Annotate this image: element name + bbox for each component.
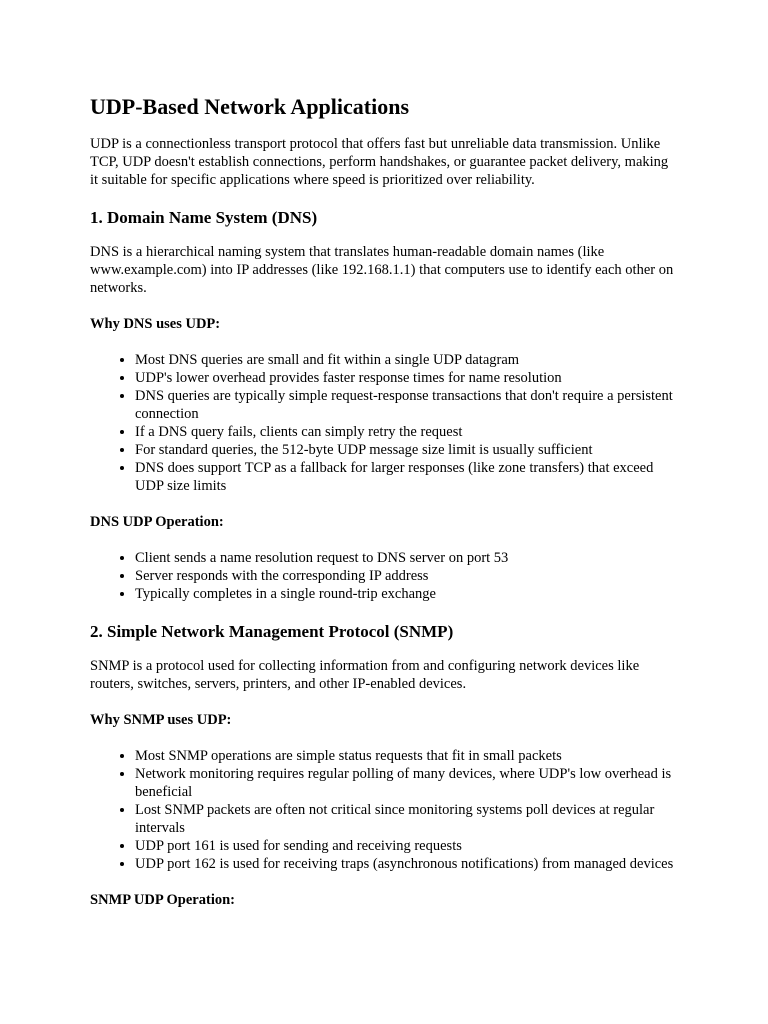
list-item: • Server responds with the corresponding IP address bbox=[135, 567, 678, 585]
dns-why-list bbox=[90, 351, 678, 495]
list-item: • Lost SNMP packets are often not critical since monitoring systems poll devices at regular intervals bbox=[135, 801, 678, 837]
list-item: • UDP's lower overhead provides faster response times for name resolution bbox=[135, 369, 678, 387]
list-item: • Typically completes in a single round-trip exchange bbox=[135, 585, 678, 603]
snmp-heading: 2. Simple Network Management Protocol (SNMP) bbox=[90, 622, 454, 641]
dns-description: DNS is a hierarchical naming system that translates human-readable domain names (like www.example.com) into IP addresses (like 192.168.1.1) that computers use to identify each other on networks. bbox=[90, 244, 674, 296]
list-item: • For standard queries, the 512-byte UDP message size limit is usually sufficient bbox=[135, 441, 678, 459]
dns-operation-heading: DNS UDP Operation: bbox=[90, 514, 224, 530]
dns-why-heading: Why DNS uses UDP: bbox=[90, 316, 221, 332]
list-item: • If a DNS query fails, clients can simply retry the request bbox=[135, 423, 678, 441]
list-item: • DNS does support TCP as a fallback for larger responses (like zone transfers) that exceed UDP size limits bbox=[135, 459, 678, 495]
list-item: • UDP port 161 is used for sending and receiving requests bbox=[135, 837, 678, 855]
page-title: UDP-Based Network Applications bbox=[90, 94, 410, 119]
dns-operation-list bbox=[90, 549, 678, 603]
list-item: • Client sends a name resolution request to DNS server on port 53 bbox=[135, 549, 678, 567]
list-item: • Most SNMP operations are simple status requests that fit in small packets bbox=[135, 747, 678, 765]
dns-heading: 1. Domain Name System (DNS) bbox=[90, 208, 318, 227]
list-item: • Network monitoring requires regular polling of many devices, where UDP's low overhead is beneficial bbox=[135, 765, 678, 801]
snmp-operation-heading: SNMP UDP Operation: bbox=[90, 892, 235, 908]
list-item: • Most DNS queries are small and fit within a single UDP datagram bbox=[135, 351, 678, 369]
snmp-description: SNMP is a protocol used for collecting information from and configuring network devices like routers, switches, servers, printers, and other IP-enabled devices. bbox=[90, 658, 640, 692]
list-item: • DNS queries are typically simple request-response transactions that don't require a persistent connection bbox=[135, 387, 678, 423]
snmp-why-heading: Why SNMP uses UDP: bbox=[90, 712, 232, 728]
snmp-why-list bbox=[90, 747, 678, 873]
list-item: • UDP port 162 is used for receiving traps (asynchronous notifications) from managed devices bbox=[135, 855, 678, 873]
intro-paragraph: UDP is a connectionless transport protocol that offers fast but unreliable data transmission. Unlike TCP, UDP doesn't establish connections, perform handshakes, or guarantee packet delivery, making it suitable for specific applications where speed is prioritized over reliability. bbox=[90, 136, 669, 188]
